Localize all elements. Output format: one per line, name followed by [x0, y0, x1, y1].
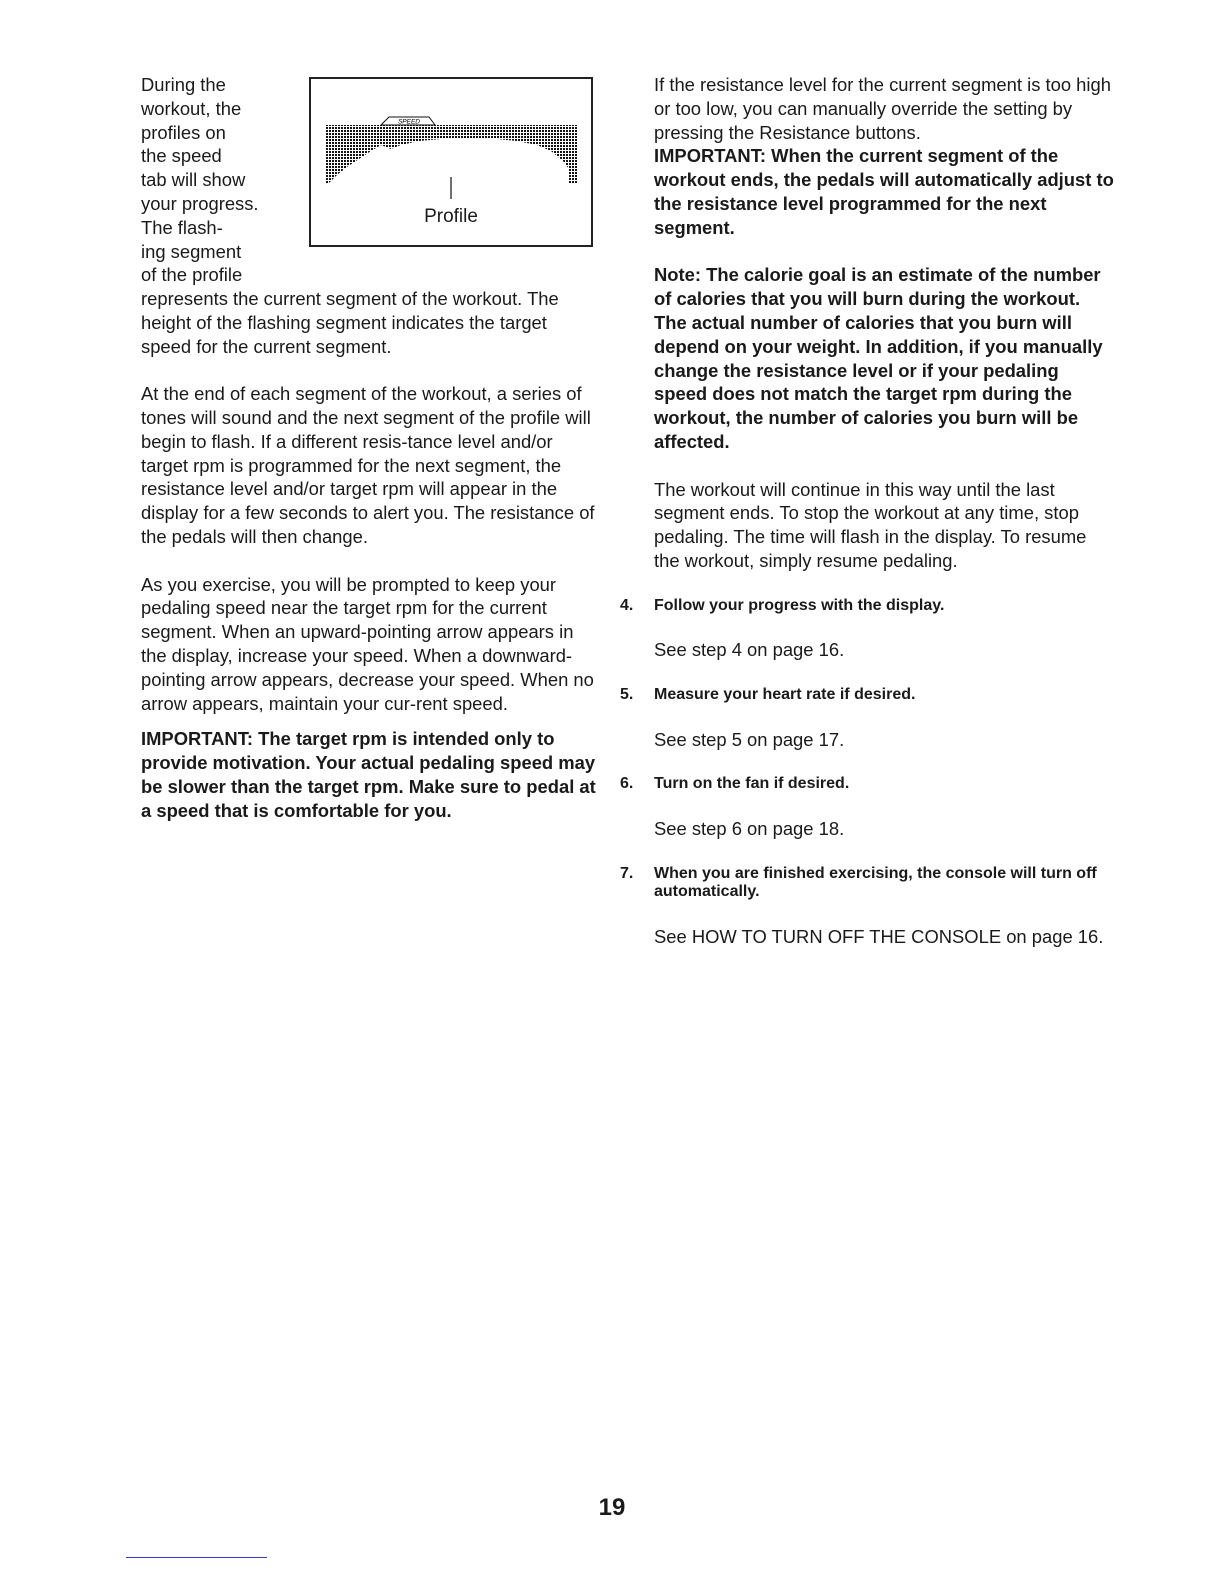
figure-text-line: the speed: [141, 145, 222, 167]
profile-bars: [325, 125, 577, 183]
figure-text-line: profiles on: [141, 121, 226, 143]
step-5: [620, 686, 1116, 704]
step-6: [620, 775, 1116, 793]
important-note: IMPORTANT: The target rpm is intended only to provide motivation. Your actual pedaling speed may be slower than the target rpm. Make sure to pedal at a speed that is comfortable for you.: [141, 728, 596, 821]
profile-callout-label: Profile: [424, 206, 478, 227]
paragraph: The workout will continue in this way until the last segment ends. To stop the workout at any time, stop pedaling. The time will flash in the display. To resume the workout, simply resume pedaling.: [654, 478, 1087, 571]
important-note: IMPORTANT: When the current segment of the workout ends, the pedals will automatically adjust to the resistance level programmed for the next segment.: [654, 145, 1114, 238]
paragraph: If the resistance level for the current segment is too high or too low, you can manually override the setting by pressing the Resistance buttons.: [654, 74, 1111, 143]
step-title: Follow your progress with the display.: [654, 596, 945, 614]
step-body: See step 4 on page 16.: [654, 639, 845, 661]
step-7: [620, 865, 1116, 901]
step-title: When you are finished exercising, the console will turn off automatically.: [654, 864, 1097, 900]
step-title: Turn on the fan if desired.: [654, 775, 850, 793]
step-4: [620, 597, 1116, 615]
figure-text-line: tab will show: [141, 169, 246, 191]
figure-text-line: your progress.: [141, 192, 259, 214]
speed-tab-label: SPEED: [397, 118, 421, 126]
speed-profile-figure: [309, 77, 593, 247]
step-body: See step 6 on page 18.: [654, 818, 845, 840]
step-number: 6.: [620, 775, 634, 793]
step-body: See step 5 on page 17.: [654, 728, 845, 750]
step-number: 4.: [620, 596, 634, 614]
figure-block: [141, 73, 599, 287]
step-body: See HOW TO TURN OFF THE CONSOLE on page 16.: [654, 925, 1104, 947]
figure-text-line: of the profile: [141, 264, 243, 286]
figure-text-line: workout, the: [141, 97, 242, 119]
paragraph: As you exercise, you will be prompted to keep your pedaling speed near the target rpm for the current segment. When an upward-pointing arrow appears in the display, increase your speed. When a downward-pointing arrow appears, decrease your speed. When no arrow appears, maintain your cur-rent speed.: [141, 573, 594, 714]
paragraph: represents the current segment of the workout. The height of the flashing segment indicates the target speed for the current segment.: [141, 288, 559, 357]
footer-rule: [126, 1557, 267, 1558]
page-number: 19: [598, 1494, 626, 1521]
left-column: [141, 73, 599, 823]
step-title: Measure your heart rate if desired.: [654, 685, 916, 703]
paragraph: At the end of each segment of the workout, a series of tones will sound and the next segment of the profile will begin to flash. If a different resis-tance level and/or target rpm is programmed for the next segment, the resistance level and/or target rpm will appear in the display for a few seconds to alert you. The resistance of the pedals will then change.: [141, 383, 595, 547]
step-number: 5.: [620, 685, 634, 703]
figure-text-line: ing segment: [141, 240, 242, 262]
calorie-note: Note: The calorie goal is an estimate of the number of calories that you will burn during the workout. The actual number of calories that you burn will depend on your weight. In addition, if you manually change the resistance level or if your pedaling speed does not match the target rpm during the workout, the number of calories you burn will be affected.: [654, 264, 1103, 452]
figure-side-text: [141, 73, 301, 287]
figure-text-line: During the: [141, 74, 226, 95]
step-number: 7.: [620, 864, 634, 882]
right-column: [620, 73, 1116, 948]
figure-text-line: The flash-: [141, 216, 223, 238]
